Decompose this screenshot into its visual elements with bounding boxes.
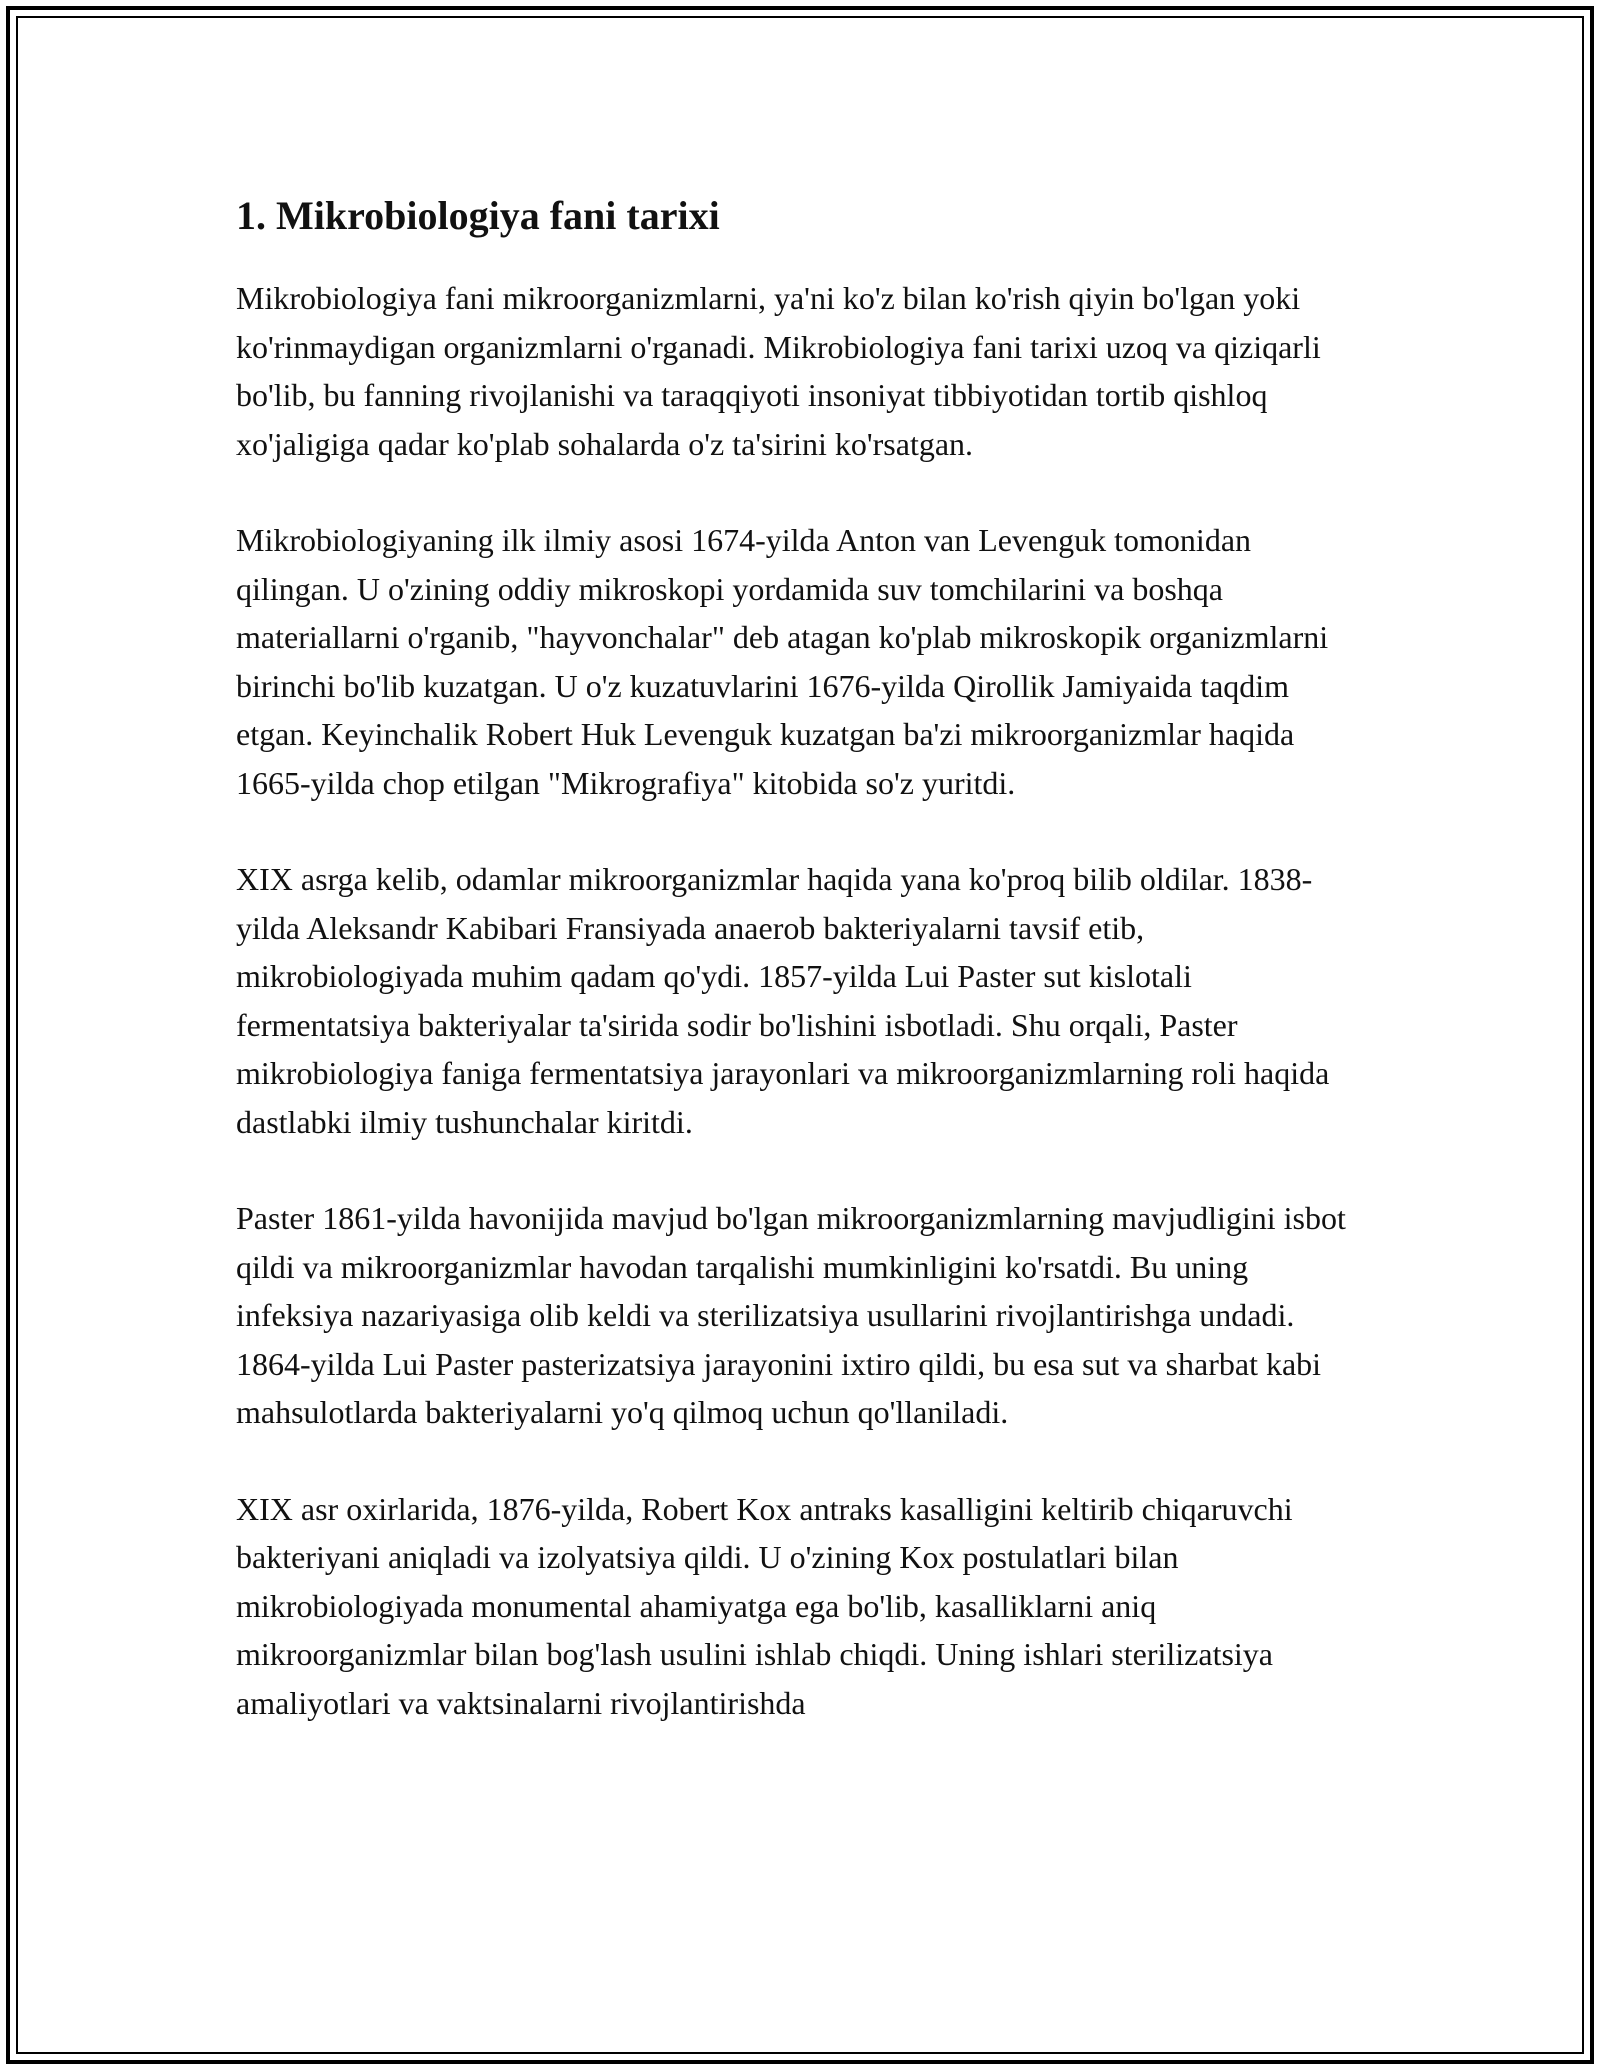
paragraph-kox: XIX asr oxirlarida, 1876-yilda, Robert Kox antraks kasalligini keltirib chiqaruvchi bakteriyani aniqladi va izolyatsiya qildi. U o'zining Kox postulatlari bilan mikrobiologiyada monumental ahamiyatga ega bo'lib, kasalliklarni aniq mikroorganizmlar bilan bog'lash usulini ishlab chiqdi. Uning ishlari sterilizatsiya amaliyotlari va vaktsinalarni rivojlantirishda [236,1490,1293,1721]
section-heading: 1. Mikrobiologiya fani tarixi [236,193,720,238]
paragraph-paster: Paster 1861-yilda havonijida mavjud bo'lgan mikroorganizmlarning mavjudligini isbot qildi va mikroorganizmlar havodan tarqalishi mumkinligini ko'rsatdi. Bu uning infeksiya nazariyasiga olib keldi va sterilizatsiya usullarini rivojlantirishga undadi. 1864-yilda Lui Paster pasterizatsiya jarayonini ixtiro qildi, bu esa sut va sharbat kabi mahsulotlarda bakteriyalarni yo'q qilmoq uchun qo'llaniladi. [236,1200,1346,1430]
paragraph-levenguk: Mikrobiologiyaning ilk ilmiy asosi 1674-yilda Anton van Levenguk tomonidan qilingan. U o'zining oddiy mikroskopi yordamida suv tomchilarini va boshqa materiallarni o'rganib, "hayvonchalar" deb atagan ko'plab mikroskopik organizmlarni birinchi bo'lib kuzatgan. U o'z kuzatuvlarini 1676-yilda Qirollik Jamiyaida taqdim etgan. Keyinchalik Robert Huk Levenguk kuzatgan ba'zi mikroorganizmlar haqida 1665-yilda chop etilgan "Mikrografiya" kitobida so'z yuritdi. [236,522,1329,801]
paragraph-intro: Mikrobiologiya fani mikroorganizmlarni, ya'ni ko'z bilan ko'rish qiyin bo'lgan yoki ko'rinmaydigan organizmlarni o'rganadi. Mikrobiologiya fani tarixi uzoq va qiziqarli bo'lib, bu fanning rivojlanishi va taraqqiyoti insoniyat tibbiyotidan tortib qishloq xo'jaligiga qadar ko'plab sohalarda o'z ta'sirini ko'rsatgan. [236,280,1321,462]
document-body [236,186,1366,1775]
paragraph-xix-century: XIX asrga kelib, odamlar mikroorganizmlar haqida yana ko'proq bilib oldilar. 1838-yilda Aleksandr Kabibari Fransiyada anaerob bakteriyalarni tavsif etib, mikrobiologiyada muhim qadam qo'ydi. 1857-yilda Lui Paster sut kislotali fermentatsiya bakteriyalar ta'sirida sodir bo'lishini isbotladi. Shu orqali, Paster mikrobiologiya faniga fermentatsiya jarayonlari va mikroorganizmlarning roli haqida dastlabki ilmiy tushunchalar kiritdi. [236,861,1330,1140]
